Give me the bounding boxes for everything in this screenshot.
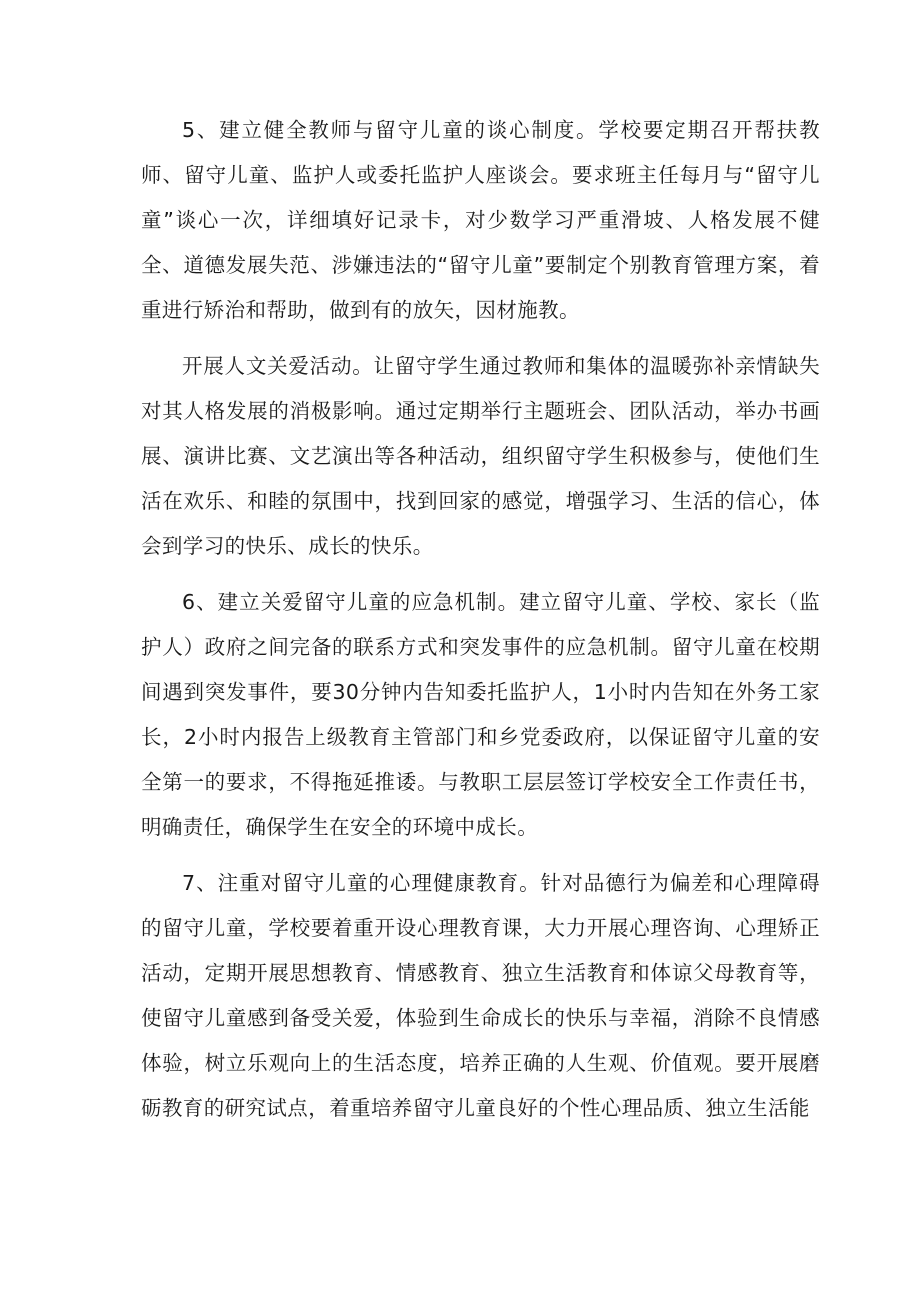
paragraph-emergency-mechanism: 6、建立关爱留守儿童的应急机制。建立留守儿童、学校、家长（监护人）政府之间完备的联系方式和突发事件的应急机制。留守儿童在校期间遇到突发事件，要30分钟内告知委托监护人，1小时内告知在外务工家长，2小时内报告上级教育主管部门和乡党委政府，以保证留守儿童的安全第一的要求，不得拖延推诿。与教职工层层签订学校安全工作责任书，明确责任，确保学生在安全的环境中成长。 [141, 590, 820, 839]
document-body [141, 108, 820, 1131]
paragraph-mental-health: 7、注重对留守儿童的心理健康教育。针对品德行为偏差和心理障碍的留守儿童，学校要着重开设心理教育课，大力开展心理咨询、心理矫正活动，定期开展思想教育、情感教育、独立生活教育和体谅父母教育等，使留守儿童感到备受关爱，体验到生命成长的快乐与幸福，消除不良情感体验，树立乐观向上的生活态度，培养正确的人生观、价值观。要开展磨砺教育的研究试点，着重培养留守儿童良好的个性心理品质、独立生活能 [141, 871, 820, 1120]
paragraph-humanistic-care: 开展人文关爱活动。让留守学生通过教师和集体的温暖弥补亲情缺失对其人格发展的消极影响。通过定期举行主题班会、团队活动，举办书画展、演讲比赛、文艺演出等各种活动，组织留守学生积极参与，使他们生活在欢乐、和睦的氛围中，找到回家的感觉，增强学习、生活的信心，体会到学习的快乐、成长的快乐。 [141, 354, 820, 558]
paragraph-talk-system: 5、建立健全教师与留守儿童的谈心制度。学校要定期召开帮扶教师、留守儿童、监护人或委托监护人座谈会。要求班主任每月与“留守儿童”谈心一次，详细填好记录卡，对少数学习严重滑坡、人格发展不健全、道德发展失范、涉嫌违法的“留守儿童”要制定个别教育管理方案，着重进行矫治和帮助，做到有的放矢，因材施教。 [141, 118, 820, 322]
